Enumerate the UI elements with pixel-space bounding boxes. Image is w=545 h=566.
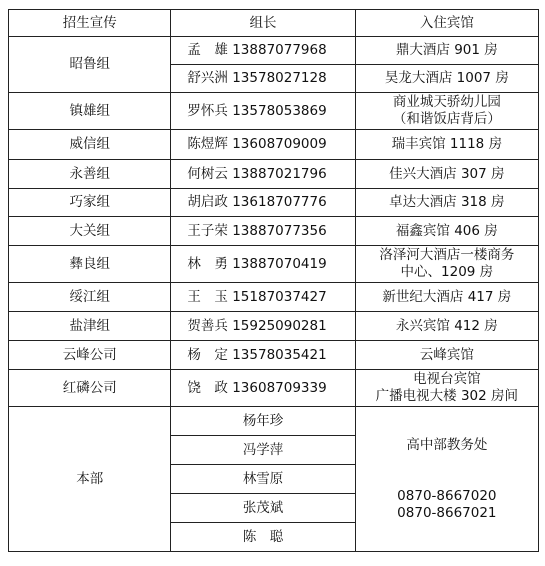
- group-name: 本部: [9, 407, 171, 552]
- table-row: [9, 130, 539, 160]
- group-name: 巧家组: [9, 189, 171, 217]
- table-row: [9, 407, 539, 436]
- leader-cell: 罗怀兵 13578053869: [171, 93, 355, 130]
- hotel-cell: 福鑫宾馆 406 房: [355, 217, 538, 246]
- table-row: [9, 217, 539, 246]
- table-row: [9, 341, 539, 370]
- group-name: 云峰公司: [9, 341, 171, 370]
- group-name: 彝良组: [9, 246, 171, 283]
- leader-cell: 陈煜辉 13608709009: [171, 130, 355, 160]
- table-row: [9, 189, 539, 217]
- leader-cell: 舒兴洲 13578027128: [171, 65, 355, 93]
- table-row: [9, 246, 539, 283]
- office-cell: [355, 407, 538, 552]
- table-row: [9, 370, 539, 407]
- hotel-cell: 卓达大酒店 318 房: [355, 189, 538, 217]
- hotel-cell: 瑞丰宾馆 1118 房: [355, 130, 538, 160]
- staff-name: 林雪原: [171, 465, 355, 494]
- hotel-cell: 云峰宾馆: [355, 341, 538, 370]
- hotel-cell: 昊龙大酒店 1007 房: [355, 65, 538, 93]
- leader-cell: 王 玉 15187037427: [171, 283, 355, 312]
- header-row: [9, 10, 539, 37]
- staff-name: 陈 聪: [171, 523, 355, 552]
- office-name: 高中部教务处: [406, 436, 488, 453]
- group-name: 红磷公司: [9, 370, 171, 407]
- leader-cell: 林 勇 13887070419: [171, 246, 355, 283]
- hotel-cell: 商业城天骄幼儿园 （和谐饭店背后）: [355, 93, 538, 130]
- leader-cell: 饶 政 13608709339: [171, 370, 355, 407]
- header-leader: 组长: [171, 10, 355, 37]
- office-phone: 0870-8667020: [397, 487, 497, 504]
- leader-cell: 何树云 13887021796: [171, 160, 355, 189]
- group-name: 永善组: [9, 160, 171, 189]
- table-row: [9, 160, 539, 189]
- group-name: 镇雄组: [9, 93, 171, 130]
- header-hotel: 入住宾馆: [355, 10, 538, 37]
- hotel-cell: 洛泽河大酒店一楼商务 中心、1209 房: [355, 246, 538, 283]
- hotel-cell: 新世纪大酒店 417 房: [355, 283, 538, 312]
- office-phone: 0870-8667021: [397, 504, 497, 521]
- hotel-cell: 佳兴大酒店 307 房: [355, 160, 538, 189]
- staff-name: 张茂斌: [171, 494, 355, 523]
- hotel-cell: 鼎大酒店 901 房: [355, 37, 538, 65]
- hotel-cell: 永兴宾馆 412 房: [355, 312, 538, 341]
- leader-cell: 杨 定 13578035421: [171, 341, 355, 370]
- group-name: 大关组: [9, 217, 171, 246]
- leader-cell: 胡启政 13618707776: [171, 189, 355, 217]
- header-group: 招生宣传: [9, 10, 171, 37]
- leader-cell: 贺善兵 15925090281: [171, 312, 355, 341]
- hotel-cell: 电视台宾馆 广播电视大楼 302 房间: [355, 370, 538, 407]
- table-row: [9, 93, 539, 130]
- admissions-table: [8, 9, 539, 552]
- group-name: 盐津组: [9, 312, 171, 341]
- group-name: 威信组: [9, 130, 171, 160]
- staff-name: 冯学萍: [171, 436, 355, 465]
- table-row: [9, 312, 539, 341]
- group-name: 绥江组: [9, 283, 171, 312]
- table-row: [9, 283, 539, 312]
- leader-cell: 孟 雄 13887077968: [171, 37, 355, 65]
- staff-name: 杨年珍: [171, 407, 355, 436]
- group-name: 昭鲁组: [9, 37, 171, 93]
- table-row: [9, 37, 539, 65]
- leader-cell: 王子荣 13887077356: [171, 217, 355, 246]
